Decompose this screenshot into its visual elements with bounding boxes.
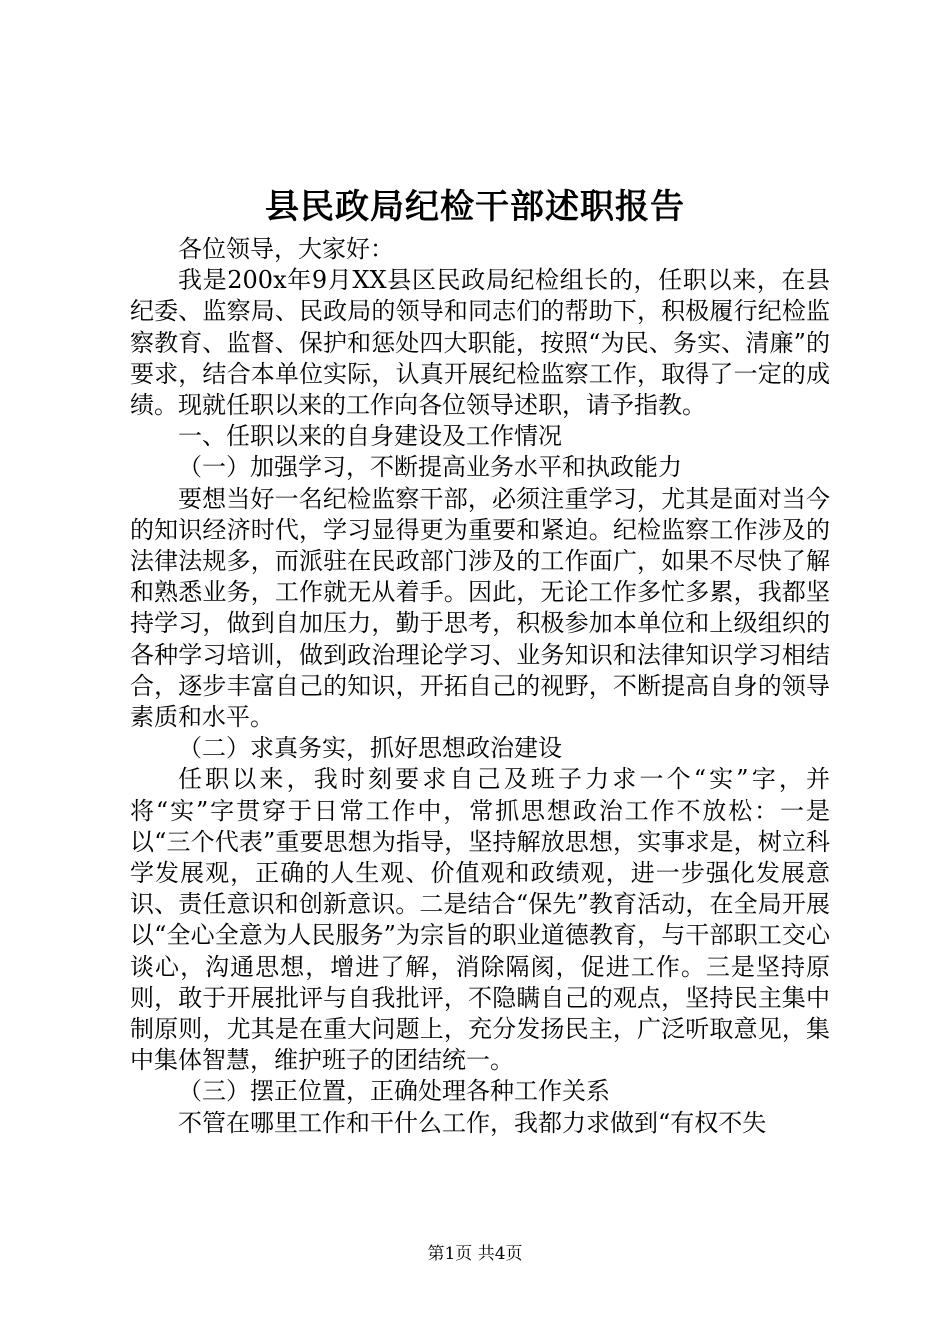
body-paragraph: 不管在哪里工作和干什么工作，我都力求做到“有权不失 — [178, 1108, 767, 1137]
body-paragraph: 要想当好一名纪检监察干部，必须注重学习，尤其是面对当今的知识经济时代，学习显得更为重要和紧迫。纪检监察工作涉及的法律法规多，而派驻在民政部门涉及的工作面广，如果不尽快了解和熟悉业务，工作就无从着手。因此，无论工作多忙多累，我都坚持学习，做到自加压力，勤于思考，积极参加本单位和上级组织的各种学习培训，做到政治理论学习、业务知识和法律知识学习相结合，逐步丰富自己的知识，开拓自己的视野，不断提高自身的领导素质和水平。 — [130, 484, 830, 732]
subsection-heading-3: （三）摆正位置，正确处理各种工作关系 — [178, 1077, 610, 1106]
intro-paragraph: 我是200x年9月XX县区民政局纪检组长的，任职以来，在县纪委、监察局、民政局的领导和同志们的帮助下，积极履行纪检监察教育、监督、保护和惩处四大职能，按照“为民、务实、清廉”的要求，结合本单位实际，认真开展纪检监察工作，取得了一定的成绩。现就任职以来的工作向各位领导述职，请予指教。 — [130, 266, 830, 420]
body-paragraph: 任职以来，我时刻要求自己及班子力求一个“实”字，并将“实”字贯穿于日常工作中，常抓思想政治工作不放松：一是以“三个代表”重要思想为指导，坚持解放思想，实事求是，树立科学发展观，正确的人生观、价值观和政绩观，进一步强化发展意识、责任意识和创新意识。二是结合“保先”教育活动，在全局开展以“全心全意为人民服务”为宗旨的职业道德教育，与干部职工交心谈心，沟通思想，增进了解，消除隔阂，促进工作。三是坚持原则，敢于开展批评与自我批评，不隐瞒自己的观点，坚持民主集中制原则，尤其是在重大问题上，充分发扬民主，广泛听取意见，集中集体智慧，维护班子的团结统一。 — [130, 765, 830, 1075]
subsection-heading-2: （二）求真务实，抓好思想政治建设 — [178, 734, 562, 763]
page-number-footer: 第1页 共4页 — [427, 1244, 523, 1264]
document-title: 县民政局纪检干部述职报告 — [265, 187, 685, 227]
greeting-paragraph: 各位领导，大家好： — [178, 235, 394, 263]
subsection-heading-1: （一）加强学习，不断提高业务水平和执政能力 — [178, 453, 682, 482]
document-body — [130, 234, 830, 1139]
section-heading-1: 一、任职以来的自身建设及工作情况 — [178, 422, 562, 451]
